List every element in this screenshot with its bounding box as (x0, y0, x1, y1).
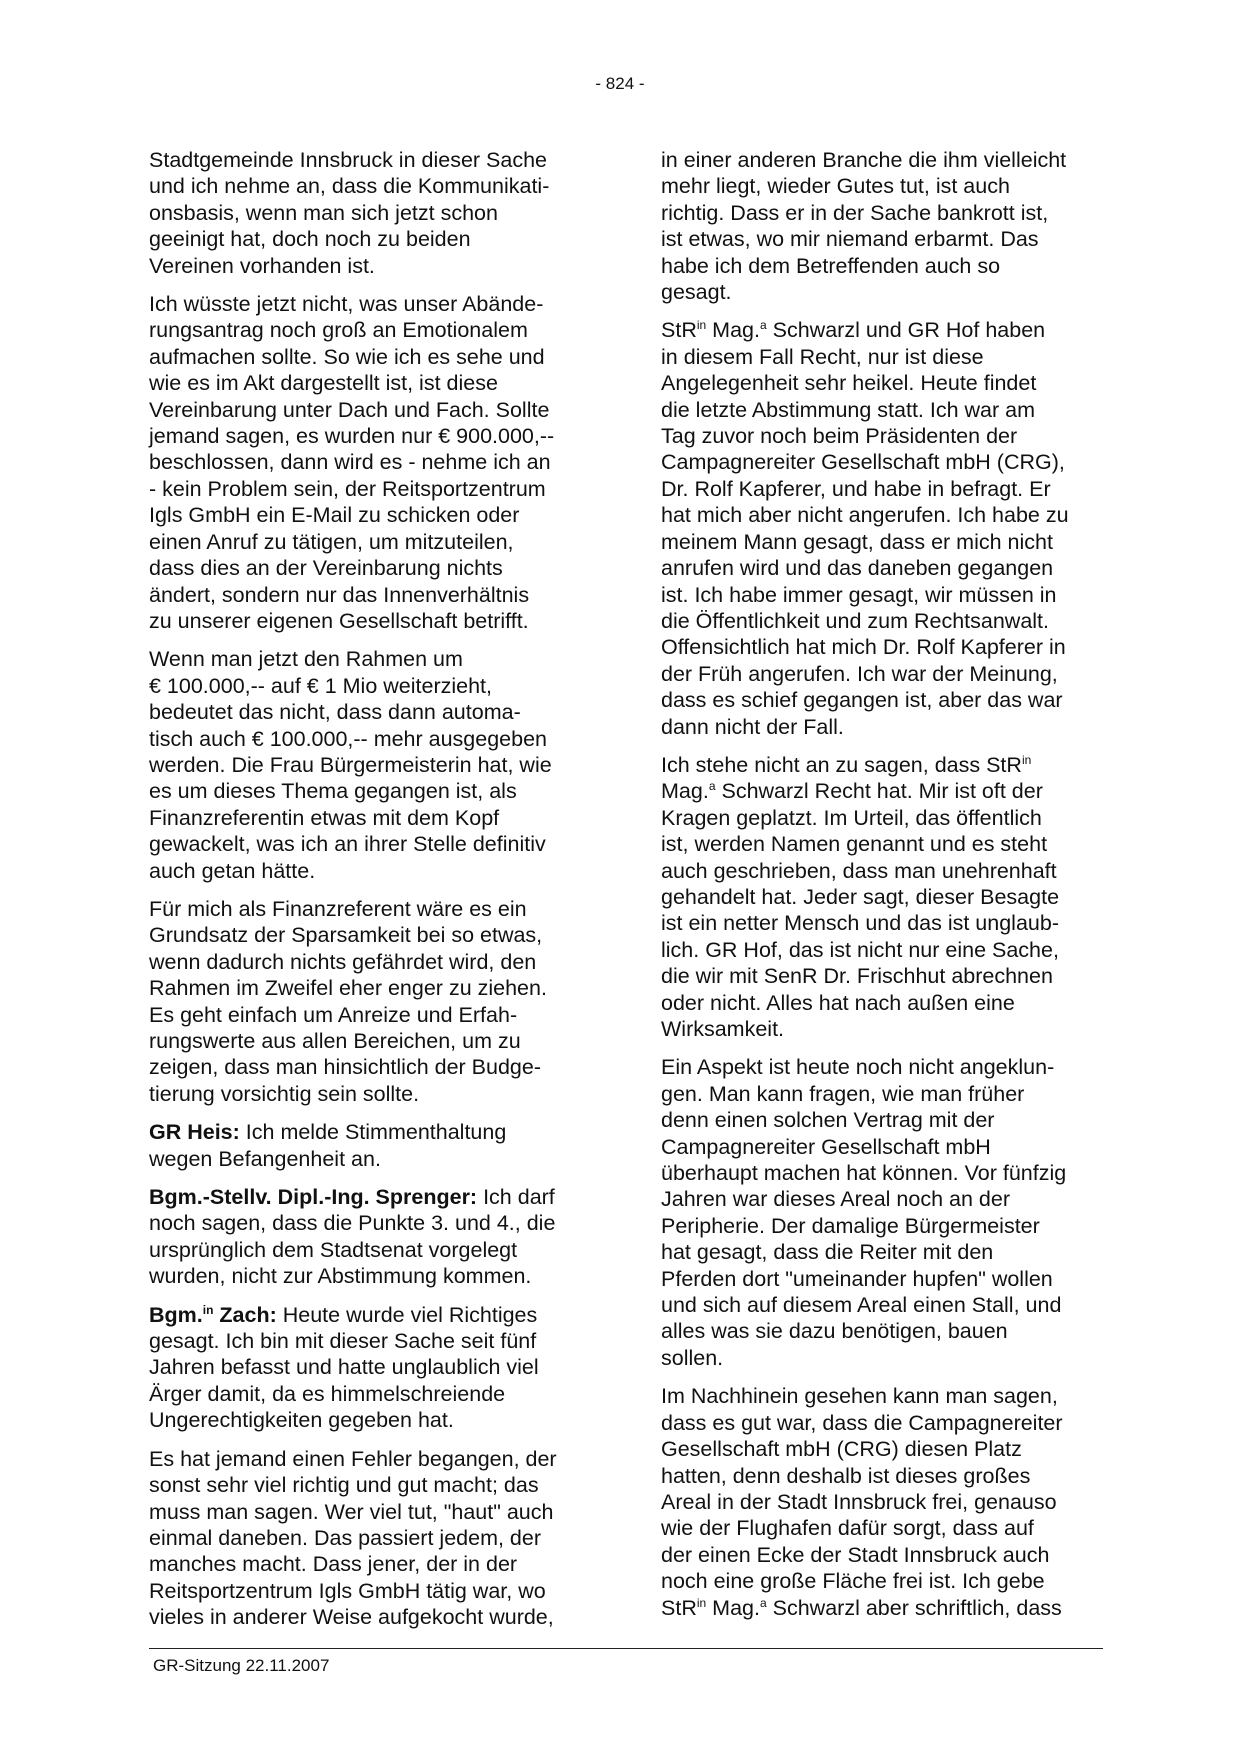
footer-divider (149, 1648, 1103, 1649)
left-paragraph-4: Für mich als Finanzreferent wäre es ein Grundsatz der Sparsamkeit bei so etwas, wenn dadurch nichts gefährdet wird, den Rahmen im Zweifel eher enger zu ziehen. Es geht einfach um Anreize und Erfah- rungswerte aus allen Bereichen, um zu zeigen, dass man hinsichtlich der Budge- tierung vorsichtig sein sollte. (149, 896, 547, 1106)
left-paragraph-8: Es hat jemand einen Fehler begangen, der sonst sehr viel richtig und gut macht; das muss man sagen. Wer viel tut, "haut" auch einmal daneben. Das passiert jedem, der manches macht. Dass jener, der in der Reitsportzentrum Igls GmbH tätig war, wo vieles in anderer Weise aufgekocht wurde, (149, 1446, 557, 1630)
text-segment: Ich stehe nicht an zu sagen, dass StR (661, 752, 1022, 777)
superscript: in (1021, 752, 1032, 767)
page-number: - 824 - (595, 74, 645, 93)
right-paragraph-2 (661, 317, 1101, 740)
superscript: in (696, 318, 707, 333)
superscript: a (759, 1595, 767, 1610)
statement-text: Heute wurde viel Richtiges gesagt. Ich bin mit dieser Sache seit fünf Jahren befasst und hatte unglaublich viel Ärger damit, da es himmelschreiende Ungerechtigkeiten gegeben hat. (149, 1302, 539, 1433)
left-paragraph-5 (149, 1119, 589, 1172)
speaker-zach (149, 1303, 277, 1327)
text-segment: Schwarzl und GR Hof haben in diesem Fall Recht, nur ist diese Angelegenheit sehr heikel. Heute findet die letzte Abstimmung statt. Ich war am Tag zuvor noch beim Präsidenten der Campagnereiter Gesellschaft mbH (CRG), Dr. Rolf Kapferer, und habe in befragt. Er hat mich aber nicht angerufen. Ich habe zu meinem Mann gesagt, dass er mich nicht anrufen wird und das daneben gegangen ist. Ich habe immer gesagt, wir müssen in die Öffentlichkeit und zum Rechtsanwalt. Offensichtlich hat mich Dr. Rolf Kapferer in der Früh angerufen. Ich war der Meinung, dass es schief gegangen ist, aber das war dann nicht der Fall. (661, 318, 1069, 739)
speaker-gr-heis: GR Heis: (149, 1120, 240, 1145)
statement-text: Ich darf noch sagen, dass die Punkte 3. und 4., die ursprünglich dem Stadtsenat vorgelegt wurden, nicht zur Abstimmung kommen. (149, 1185, 556, 1289)
speaker-sprenger: Bgm.-Stellv. Dipl.-Ing. Sprenger: (149, 1185, 478, 1210)
right-paragraph-4: Ein Aspekt ist heute noch nicht angeklun- gen. Man kann fragen, wie man früher denn einen solchen Vertrag mit der Campagnereiter Gesellschaft mbH überhaupt machen hat können. Vor fünfzig Jahren war dieses Areal noch an der Peripherie. Der damalige Bürgermeister hat gesagt, dass die Reiter mit den Pferden dort "umeinander hupfen" wollen und sich auf diesem Areal einen Stall, und alles was sie dazu benötigen, bauen sollen. (661, 1055, 1067, 1370)
text-segment: Mag. (706, 1595, 760, 1620)
superscript: in (202, 1302, 214, 1317)
speaker-title: Bgm. (149, 1302, 203, 1327)
left-paragraph-7 (149, 1302, 589, 1434)
text-segment: Mag. (706, 318, 760, 343)
speaker-surname: Zach: (213, 1302, 277, 1327)
left-paragraph-1: Stadtgemeinde Innsbruck in dieser Sache und ich nehme an, dass die Kommunikati- onsbasis, wenn man sich jetzt schon geeinigt hat, doch noch zu beiden Vereinen vorhanden ist. (149, 148, 550, 278)
superscript: a (759, 318, 767, 333)
footer-session-date: GR-Sitzung 22.11.2007 (153, 1656, 330, 1675)
right-paragraph-5 (661, 1383, 1101, 1621)
left-paragraph-2: Ich wüsste jetzt nicht, was unser Abände- rungsantrag noch groß an Emotionalem aufmachen sollte. So wie ich es sehe und wie es im Akt dargestellt ist, ist diese Vereinbarung unter Dach und Fach. Sollte jemand sagen, es wurden nur € 900.000,-- beschlossen, dann wird es - nehme ich an - kein Problem sein, der Reitsportzentrum Igls GmbH ein E-Mail zu schicken oder einen Anruf zu tätigen, um mitzuteilen, dass dies an der Vereinbarung nichts ändert, sondern nur das Innenverhältnis zu unserer eigenen Gesellschaft betrifft. (149, 292, 555, 633)
text-segment: StR (661, 318, 697, 343)
right-paragraph-3 (661, 752, 1101, 1042)
left-column (149, 147, 589, 1643)
right-paragraph-1: in einer anderen Branche die ihm vielleicht mehr liegt, wieder Gutes tut, ist auch richtig. Dass er in der Sache bankrott ist, ist etwas, wo mir niemand erbarmt. Das habe ich dem Betreffenden auch so gesagt. (661, 148, 1067, 305)
superscript: a (708, 779, 716, 794)
right-column (661, 147, 1101, 1633)
text-segment: Mag. (661, 779, 709, 804)
text-segment: Schwarzl Recht hat. Mir ist oft der Kragen geplatzt. Im Urteil, das öffentlich ist, werden Namen genannt und es steht auch geschrieben, dass man unehrenhaft gehandelt hat. Jeder sagt, dieser Besagte ist ein netter Mensch und das ist unglaub- lich. GR Hof, das ist nicht nur eine Sache, die wir mit SenR Dr. Frischhut abrechnen oder nicht. Alles hat nach außen eine Wirksamkeit. (661, 779, 1060, 1041)
left-paragraph-6 (149, 1184, 589, 1290)
text-segment: Im Nachhinein gesehen kann man sagen, dass es gut war, dass die Campagnereiter Gesellschaft mbH (CRG) diesen Platz hatten, denn deshalb ist dieses großes Areal in der Stadt Innsbruck frei, genauso wie der Flughafen dafür sorgt, dass auf der einen Ecke der Stadt Innsbruck auch noch eine große Fläche frei ist. Ich gebe StR (661, 1384, 1063, 1620)
statement-text: Ich melde Stimmenthaltung wegen Befangenheit an. (149, 1120, 507, 1171)
superscript: in (696, 1595, 707, 1610)
text-segment: Schwarzl aber schriftlich, dass (766, 1595, 1062, 1620)
left-paragraph-3: Wenn man jetzt den Rahmen um € 100.000,-- auf € 1 Mio weiterzieht, bedeutet das nicht, dass dann automa- tisch auch € 100.000,-- mehr ausgegeben werden. Die Frau Bürgermeisterin hat, wie es um dieses Thema gegangen ist, als Finanzreferentin etwas mit dem Kopf gewackelt, was ich an ihrer Stelle definitiv auch getan hätte. (149, 647, 552, 883)
